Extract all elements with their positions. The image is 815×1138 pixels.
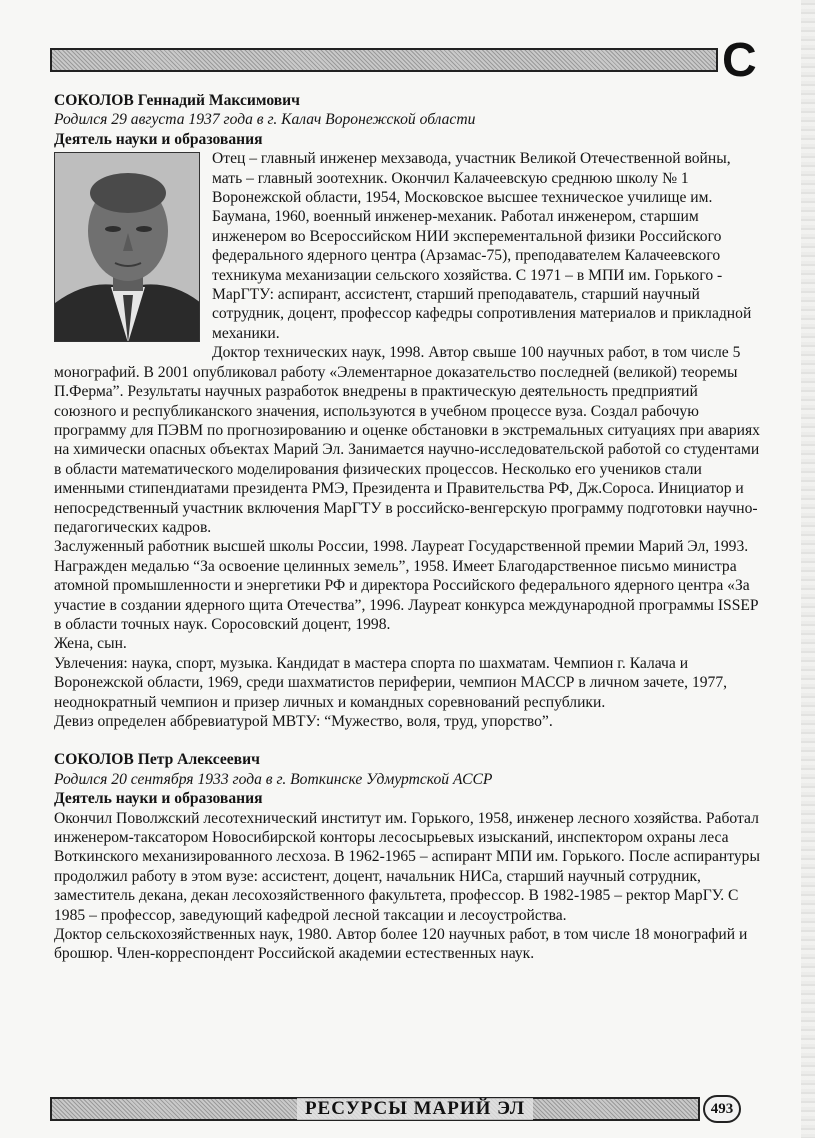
entry-role: Деятель науки и образования xyxy=(54,130,263,148)
scan-edge xyxy=(801,0,815,1138)
entry-name: СОКОЛОВ Петр Алексеевич xyxy=(54,751,260,769)
entry-paragraph: Заслуженный работник высшей школы России, 1998. Лауреат Государственной премии Марий Эл, 1993. Награжден медалью “За освоение целинных земель”, 1958. Имеет Благодарственное письмо министра атомной промышленности и энергетики РФ и директора Российского федерального ядерного центра «За участие в создании ядерного щита Отечества”, 1996. Лауреат конкурса международной программы ISSEP в области точных наук. Соросовский доцент, 1998. xyxy=(54,538,759,633)
entry-paragraph: Доктор сельскохозяйственных наук, 1980. Автор более 120 научных работ, в том числе 18 монографий и брошюр. Член-корреспондент Российской академии естественных наук. xyxy=(54,926,748,963)
header-band xyxy=(50,48,718,72)
page-number: 493 xyxy=(703,1095,741,1123)
entry-birth: Родился 29 августа 1937 года в г. Калач Воронежской области xyxy=(54,111,476,129)
entry-separator xyxy=(54,731,760,750)
entry-paragraph: Жена, сын. xyxy=(54,635,127,653)
entry-paragraph: Увлечения: наука, спорт, музыка. Кандидат в мастера спорта по шахматам. Чемпион г. Калача и Воронежской области, 1969, среди шахматистов периферии, чемпион МАССР в личном зачете, 1977, неоднократный чемпион и призер личных и командных соревнований республики. xyxy=(54,654,728,711)
entry-birth: Родился 20 сентября 1933 года в г. Воткинске Удмуртской АССР xyxy=(54,770,493,788)
footer-title: РЕСУРСЫ МАРИЙ ЭЛ xyxy=(297,1098,533,1120)
entry-sokolov-gennady xyxy=(54,91,760,731)
entry-sokolov-petr xyxy=(54,750,760,963)
entry-paragraph: Отец – главный инженер мехзавода, участник Великой Отечественной войны, мать – главный зоотехник. Окончил Калачеевскую среднюю школу № 1 Воронежской области, 1954, Московское высшее техническое училище им. Баумана, 1960, военный инженер-механик. Работал инженером, старшим инженером во Всероссийском НИИ эксперементальной физики Российского федерального ядерного центра (Арзамас-75), преподавателем Калачеевского техникума механизации сельского хозяйства. С 1971 – в МПИ им. Горького - МарГТУ: аспирант, ассистент, старший преподаватель, старший научный сотрудник, доцент, профессор кафедры сопротивления материалов и прикладной механики. xyxy=(212,150,752,342)
entry-paragraph: Девиз определен аббревиатурой МВТУ: “Мужество, воля, труд, упорство”. xyxy=(54,713,553,730)
entry-name: СОКОЛОВ Геннадий Максимович xyxy=(54,92,300,109)
portrait-image xyxy=(55,153,200,342)
entry-paragraph: Доктор технических наук, 1998. Автор свыше 100 научных работ, в том числе 5 монографий. В 2001 опубликовал работу «Элементарное доказательство последней (великой) теоремы П.Ферма”. Результаты научных разработок внедрены в практическую деятельность предприятий союзного и республиканского значения, используются в учебном процессе вуза. Создал рабочую программу для ПЭВМ по прогнозированию и оценке обстановки в экстремальных ситуациях при авариях на химически опасных объектах Марий Эл. Занимается научно-исследовательской работой со студентами в области математического моделирования физических процессов. Несколько его учеников стали именными стипендиатами президента РМЭ, Президента и Правительства РФ, Дж.Сороса. Инициатор и непосредственный участник включения МарГТУ в российско-венгерскую программу подготовки научно-педагогических кадров. xyxy=(54,344,760,536)
entry-role: Деятель науки и образования xyxy=(54,790,263,808)
entry-paragraph: Окончил Поволжский лесотехнический институт им. Горького, 1958, инженер лесного хозяйства. Работал инженером-таксатором Новосибирской конторы лесосырьевых изысканий, инспектором охраны леса Воткинского механизированного лесхоза. В 1962-1965 – аспирант МПИ им. Горького. После аспирантуры продолжил работу в этом вузе: ассистент, доцент, начальник НИСа, старший научный сотрудник, заместитель декана, декан лесохозяйственного факультета, профессор. В 1982-1985 – ректор МарГУ. С 1985 – профессор, заведующий кафедрой лесной таксации и лесоустройства. xyxy=(54,809,760,924)
content xyxy=(54,91,760,964)
section-letter: С xyxy=(722,34,757,87)
footer-band xyxy=(50,1097,700,1121)
portrait-photo xyxy=(54,152,200,342)
